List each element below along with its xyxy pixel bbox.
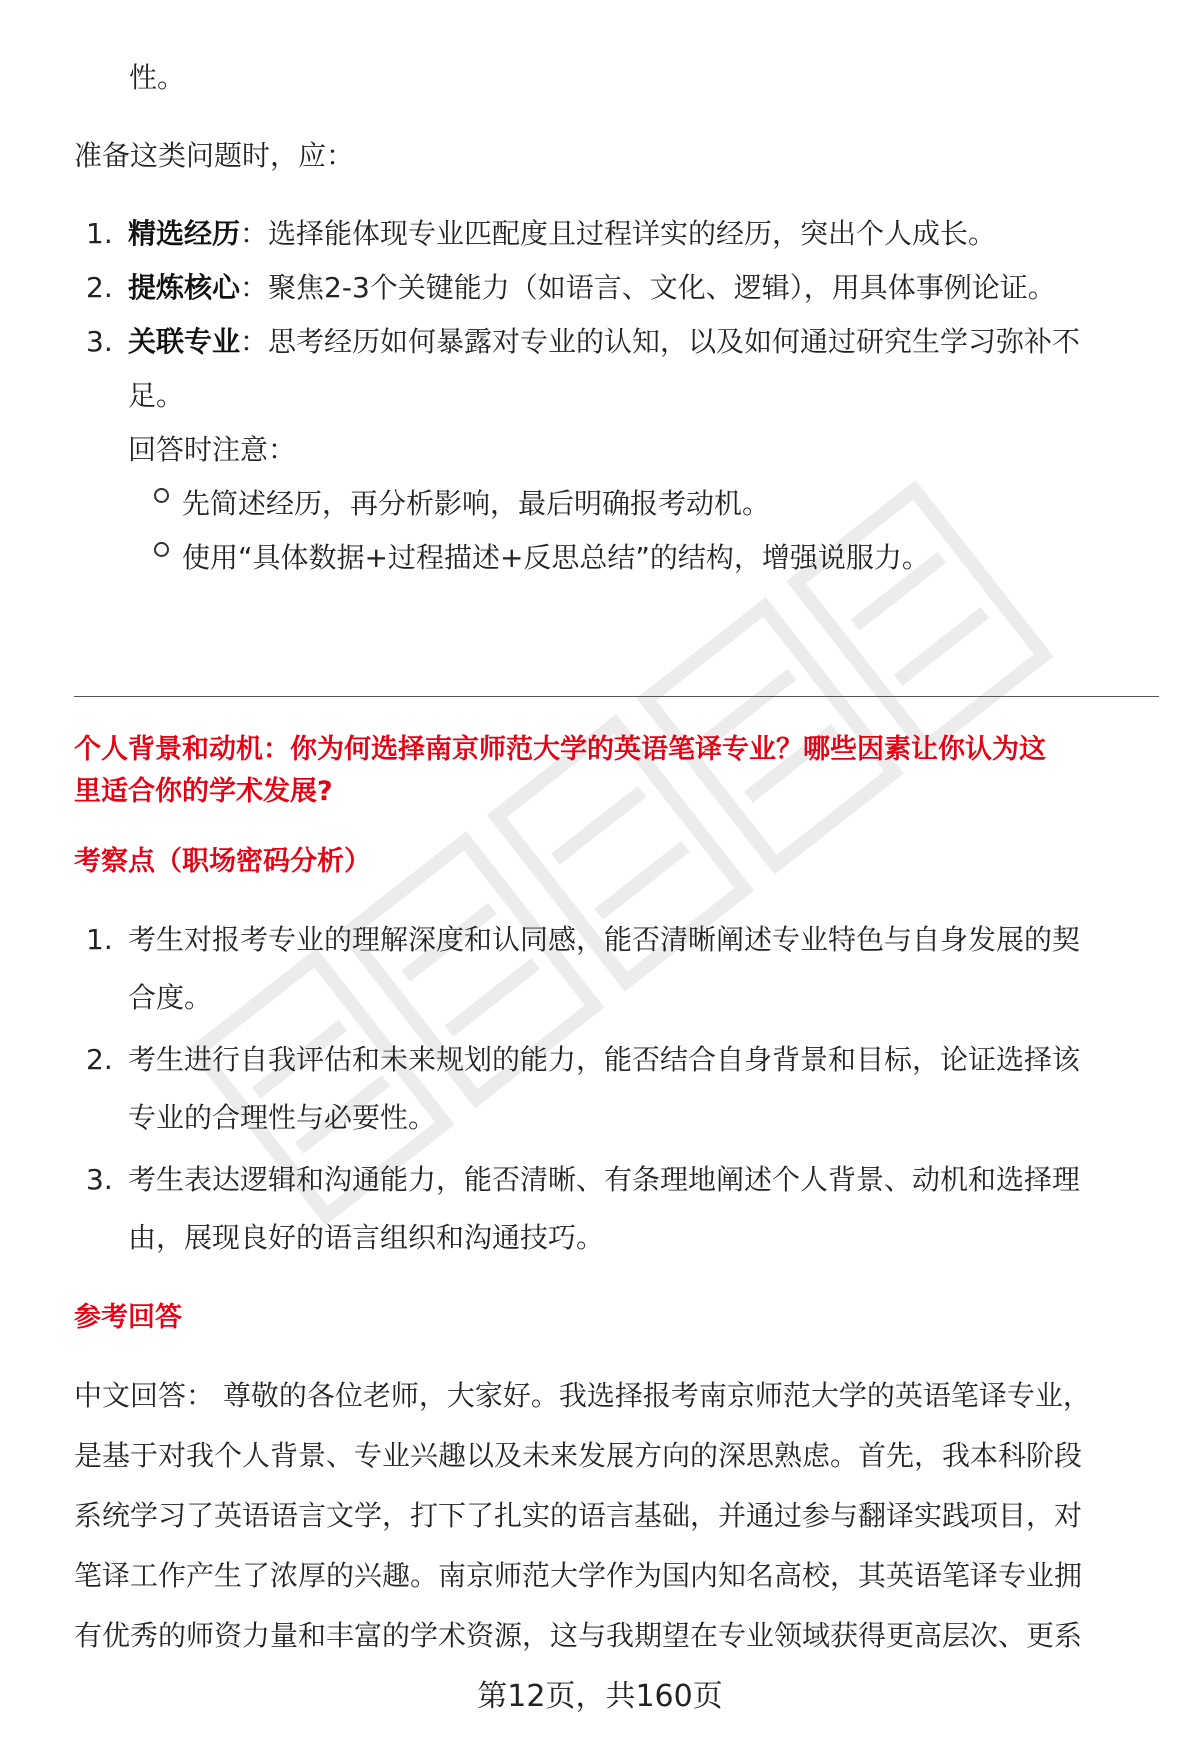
- item-sep: ：: [240, 325, 269, 358]
- prep-intro: 准备这类问题时，应：: [74, 139, 355, 172]
- list-item-continuation: 合度。: [128, 981, 213, 1014]
- list-item: [128, 322, 1080, 362]
- list-number: 2.: [86, 1043, 113, 1076]
- list-item: 考生进行自我评估和未来规划的能力，能否结合自身背景和目标，论证选择该: [128, 1043, 1081, 1076]
- item-text: 聚焦2-3个关键能力（如语言、文化、逻辑），用具体事例论证。: [268, 271, 1056, 304]
- list-item: [128, 214, 996, 254]
- list-number: 2.: [86, 271, 113, 304]
- list-item-continuation: 足。: [128, 379, 185, 412]
- answer-note: 使用“具体数据+过程描述+反思总结”的结构，增强说服力。: [182, 541, 930, 574]
- section-divider: [74, 696, 1159, 697]
- list-item-continuation: 由，展现良好的语言组织和沟通技巧。: [128, 1221, 605, 1254]
- question-heading-line2: 里适合你的学术发展?: [74, 776, 333, 807]
- paragraph-line: 有优秀的师资力量和丰富的学术资源，这与我期望在专业领域获得更高层次、更系: [74, 1619, 1083, 1652]
- item-sep: ：: [240, 271, 269, 304]
- list-item-continuation: 专业的合理性与必要性。: [128, 1101, 437, 1134]
- page-number-footer: 第12页，共160页: [477, 1679, 723, 1714]
- list-number: 1.: [86, 923, 113, 956]
- paragraph-line: 笔译工作产生了浓厚的兴趣。南京师范大学作为国内知名高校，其英语笔译专业拥: [74, 1559, 1083, 1592]
- item-term: 精选经历: [128, 217, 241, 250]
- exam-points-title: 考察点（职场密码分析）: [74, 846, 371, 877]
- list-item: 考生对报考专业的理解深度和认同感，能否清晰阐述专业特色与自身发展的契: [128, 923, 1081, 956]
- paragraph-line: 系统学习了英语语言文学，打下了扎实的语言基础，并通过参与翻译实践项目，对: [74, 1499, 1083, 1532]
- item-sep: ：: [240, 217, 269, 250]
- answer-note: 先简述经历，再分析影响，最后明确报考动机。: [182, 487, 771, 520]
- circle-bullet-icon: [154, 542, 169, 557]
- list-number: 1.: [86, 217, 113, 250]
- reference-answer-title: 参考回答: [74, 1302, 182, 1333]
- question-heading-line1: 个人背景和动机：你为何选择南京师范大学的英语笔译专业？哪些因素让你认为这: [74, 734, 1046, 765]
- paragraph-line: 中文回答： 尊敬的各位老师，大家好。我选择报考南京师范大学的英语笔译专业，: [74, 1379, 1091, 1412]
- continuation-text: 性。: [129, 61, 186, 94]
- list-number: 3.: [86, 325, 113, 358]
- paragraph-line: 是基于对我个人背景、专业兴趣以及未来发展方向的深思熟虑。首先，我本科阶段: [74, 1439, 1083, 1472]
- list-item: 考生表达逻辑和沟通能力，能否清晰、有条理地阐述个人背景、动机和选择理: [128, 1163, 1081, 1196]
- item-text: 思考经历如何暴露对专业的认知，以及如何通过研究生学习弥补不: [268, 325, 1081, 358]
- circle-bullet-icon: [154, 488, 169, 503]
- list-item: [128, 268, 1056, 308]
- list-number: 3.: [86, 1163, 113, 1196]
- item-text: 选择能体现专业匹配度且过程详实的经历，突出个人成长。: [268, 217, 997, 250]
- answer-note-title: 回答时注意：: [128, 433, 297, 466]
- item-term: 提炼核心: [128, 271, 241, 304]
- item-term: 关联专业: [128, 325, 241, 358]
